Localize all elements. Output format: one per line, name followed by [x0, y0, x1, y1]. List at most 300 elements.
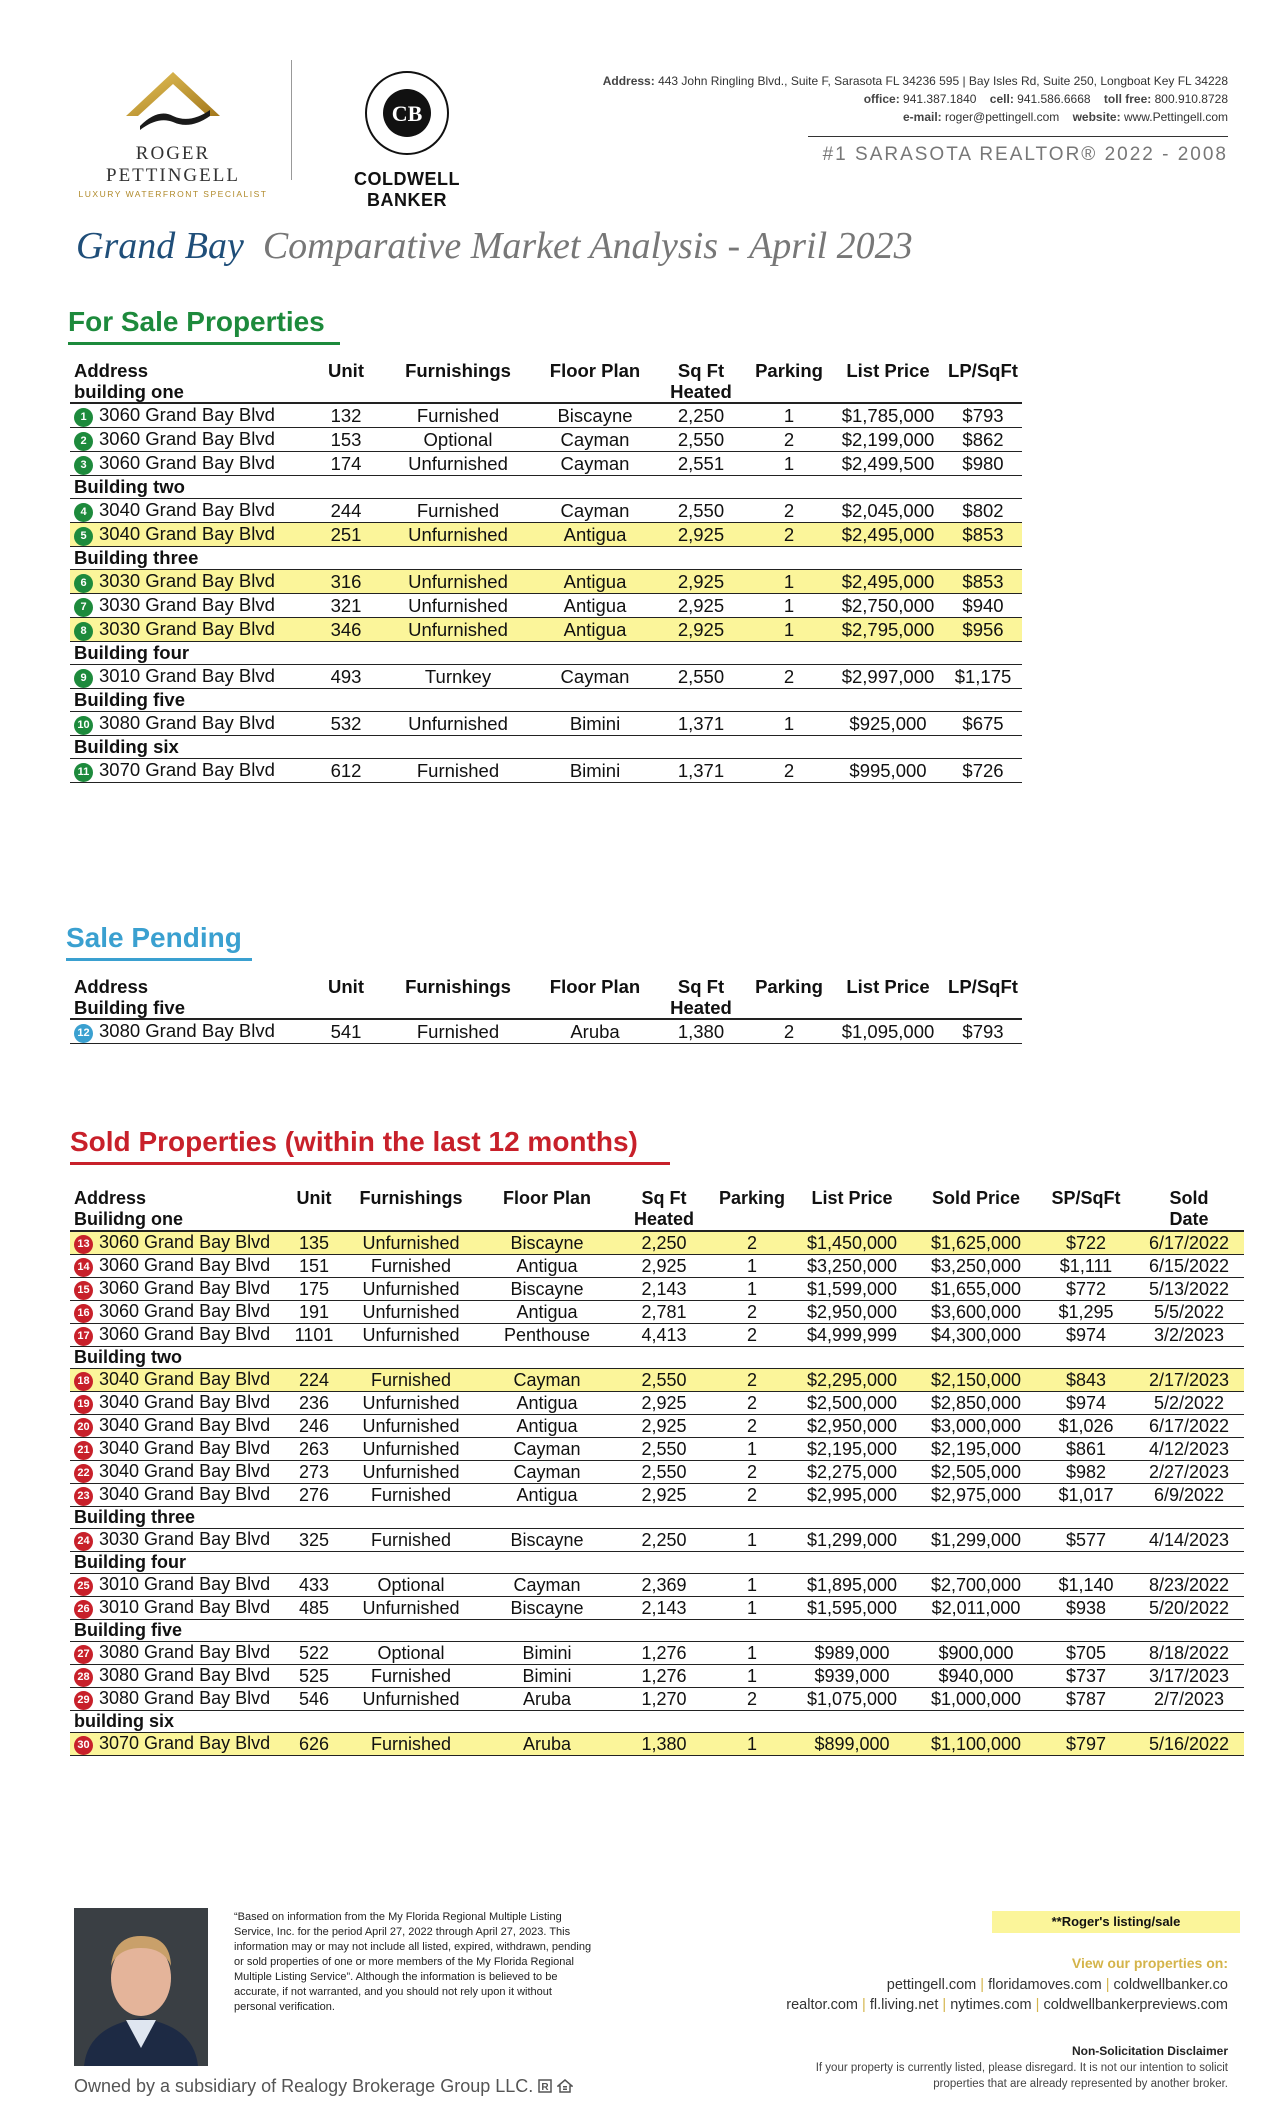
- brand-name: ROGER PETTINGELL: [106, 143, 240, 186]
- table-row: [70, 523, 1022, 547]
- cell-sold: $2,195,000: [914, 1438, 1038, 1461]
- table-row: [70, 1438, 1244, 1461]
- cell-unit: 151: [286, 1255, 342, 1278]
- cell-price: $2,199,000: [832, 428, 944, 452]
- cell-ppsf: $940: [944, 594, 1022, 618]
- cell-sqft: 1,380: [656, 1019, 746, 1044]
- listing-number-badge: 26: [74, 1600, 93, 1619]
- cell-unit: 263: [286, 1438, 342, 1461]
- logo-divider: [291, 60, 292, 180]
- col-sold-price: Sold Price: [914, 1188, 1038, 1231]
- report-subtitle: Comparative Market Analysis - April 2023: [262, 225, 913, 267]
- cell-date: 6/9/2022: [1134, 1484, 1244, 1507]
- table-row: [70, 1415, 1244, 1438]
- table-row: [70, 1574, 1244, 1597]
- listing-number-badge: 23: [74, 1487, 93, 1506]
- cell-furn: Unfurnished: [342, 1688, 480, 1711]
- address-text: 3040 Grand Bay Blvd: [99, 499, 275, 520]
- table-row: [70, 1597, 1244, 1620]
- cell-furn: Unfurnished: [342, 1278, 480, 1301]
- cell-date: 6/17/2022: [1134, 1415, 1244, 1438]
- cell-unit: 346: [310, 618, 382, 642]
- cell-address: [70, 1278, 286, 1301]
- cell-plan: Cayman: [480, 1369, 614, 1392]
- col-list-price: List Price: [832, 976, 944, 1019]
- link-living-net[interactable]: fl.living.net: [869, 1997, 939, 2013]
- cell-sqft: 2,925: [656, 523, 746, 547]
- cell-sqft: 2,781: [614, 1301, 714, 1324]
- cell-spsf: $1,017: [1038, 1484, 1134, 1507]
- col-address: Address building one: [70, 360, 310, 403]
- building-group-label: Building five: [70, 1620, 1244, 1642]
- cell-ppsf: $956: [944, 618, 1022, 642]
- listing-number-badge: 28: [74, 1668, 93, 1687]
- cell-ppsf: $853: [944, 570, 1022, 594]
- cell-unit: 174: [310, 452, 382, 476]
- cell-furn: Furnished: [382, 1019, 534, 1044]
- cell-spsf: $1,295: [1038, 1301, 1134, 1324]
- cell-unit: 532: [310, 712, 382, 736]
- cell-sqft: 1,371: [656, 759, 746, 783]
- cell-unit: 612: [310, 759, 382, 783]
- phone-line: office: 941.387.1840 cell: 941.586.6668 toll free: 800.910.8728: [863, 92, 1228, 106]
- cell-address: [70, 594, 310, 618]
- cell-unit: 276: [286, 1484, 342, 1507]
- cell-price: $2,045,000: [832, 499, 944, 523]
- address-text: 3030 Grand Bay Blvd: [99, 594, 275, 615]
- cell-park: 2: [746, 759, 832, 783]
- links-row-2: realtor.com | fl.living.net | nytimes.com | coldwellbankerpreviews.com: [786, 1997, 1228, 2013]
- address-line: Address: 443 John Ringling Blvd., Suite F, Sarasota FL 34236 595 | Bay Isles Rd, Suite 250, Longboat Key FL 34228: [602, 74, 1228, 88]
- cell-plan: Antigua: [534, 523, 656, 547]
- table-row: [70, 1484, 1244, 1507]
- view-properties-title: View our properties on:: [1071, 1955, 1228, 1971]
- cell-plan: Antigua: [480, 1484, 614, 1507]
- table-header: [70, 976, 1022, 1019]
- table-row: [70, 665, 1022, 689]
- address-text: 3040 Grand Bay Blvd: [99, 1392, 271, 1412]
- cell-sqft: 1,276: [614, 1642, 714, 1665]
- cell-ppsf: $726: [944, 759, 1022, 783]
- col-sqft: Sq Ft Heated: [614, 1188, 714, 1231]
- cell-unit: 1101: [286, 1324, 342, 1347]
- link-coldwellbanker[interactable]: coldwellbanker.co: [1113, 1977, 1228, 1993]
- cell-plan: Biscayne: [480, 1231, 614, 1255]
- realtor-r-icon: [538, 2079, 552, 2093]
- listing-number-badge: 2: [74, 432, 93, 451]
- cell-sqft: 2,925: [656, 570, 746, 594]
- cell-park: 2: [714, 1369, 790, 1392]
- cell-spsf: $1,140: [1038, 1574, 1134, 1597]
- cb-brand: COLDWELL BANKER: [354, 169, 460, 210]
- cell-list: $2,950,000: [790, 1415, 914, 1438]
- cell-sqft: 2,925: [614, 1255, 714, 1278]
- col-list-price: List Price: [832, 360, 944, 403]
- cell-ppsf: $793: [944, 1019, 1022, 1044]
- table-row: [70, 1688, 1244, 1711]
- building-group-row: [70, 736, 1022, 759]
- cell-list: $3,250,000: [790, 1255, 914, 1278]
- building-group-row: [70, 1620, 1244, 1642]
- cell-plan: Cayman: [480, 1438, 614, 1461]
- cell-address: [70, 1231, 286, 1255]
- cell-address: [70, 523, 310, 547]
- cell-furn: Unfurnished: [382, 594, 534, 618]
- listing-number-badge: 17: [74, 1327, 93, 1346]
- cell-sold: $1,000,000: [914, 1688, 1038, 1711]
- pettingell-logo: [68, 66, 278, 199]
- cell-sqft: 2,550: [614, 1369, 714, 1392]
- cell-sold: $3,250,000: [914, 1255, 1038, 1278]
- address-text: 3040 Grand Bay Blvd: [99, 1484, 271, 1504]
- col-furnishings: Furnishings: [382, 360, 534, 403]
- cell-list: $2,950,000: [790, 1301, 914, 1324]
- cell-plan: Bimini: [534, 759, 656, 783]
- cell-date: 4/12/2023: [1134, 1438, 1244, 1461]
- cell-park: 1: [746, 712, 832, 736]
- cell-spsf: $974: [1038, 1324, 1134, 1347]
- table-row: [70, 594, 1022, 618]
- cell-sold: $1,655,000: [914, 1278, 1038, 1301]
- cell-spsf: $705: [1038, 1642, 1134, 1665]
- sold-underline: [70, 1162, 670, 1165]
- link-cbpreviews[interactable]: coldwellbankerpreviews.com: [1043, 1997, 1228, 2013]
- cell-furn: Unfurnished: [342, 1231, 480, 1255]
- col-parking: Parking: [714, 1188, 790, 1231]
- cell-price: $1,095,000: [832, 1019, 944, 1044]
- cell-park: 1: [714, 1529, 790, 1552]
- cell-list: $989,000: [790, 1642, 914, 1665]
- roger-listing-legend: **Roger's listing/sale: [992, 1911, 1240, 1933]
- cell-unit: 153: [310, 428, 382, 452]
- listing-number-badge: 19: [74, 1395, 93, 1414]
- listing-number-badge: 16: [74, 1304, 93, 1323]
- cell-sqft: 1,276: [614, 1665, 714, 1688]
- cell-furn: Furnished: [342, 1255, 480, 1278]
- cell-list: $2,295,000: [790, 1369, 914, 1392]
- cell-sold: $4,300,000: [914, 1324, 1038, 1347]
- cell-furn: Unfurnished: [342, 1597, 480, 1620]
- col-floor-plan: Floor Plan: [534, 976, 656, 1019]
- listing-number-badge: 7: [74, 598, 93, 617]
- address-text: 3060 Grand Bay Blvd: [99, 428, 275, 449]
- cell-list: $2,995,000: [790, 1484, 914, 1507]
- cell-park: 1: [714, 1665, 790, 1688]
- address-text: 3060 Grand Bay Blvd: [99, 1324, 271, 1344]
- listing-number-badge: 13: [74, 1235, 93, 1254]
- table-row: [70, 428, 1022, 452]
- cell-sold: $2,975,000: [914, 1484, 1038, 1507]
- building-group-row: [70, 547, 1022, 570]
- cell-unit: 546: [286, 1688, 342, 1711]
- cell-plan: Cayman: [480, 1574, 614, 1597]
- cell-unit: 493: [310, 665, 382, 689]
- listing-number-badge: 15: [74, 1281, 93, 1300]
- address-text: 3040 Grand Bay Blvd: [99, 1415, 271, 1435]
- cell-furn: Unfurnished: [382, 523, 534, 547]
- cell-sqft: 2,550: [614, 1461, 714, 1484]
- table-row: [70, 618, 1022, 642]
- address-text: 3060 Grand Bay Blvd: [99, 1232, 271, 1252]
- cell-park: 1: [714, 1597, 790, 1620]
- listing-number-badge: 6: [74, 574, 93, 593]
- cell-list: $1,075,000: [790, 1688, 914, 1711]
- address-text: 3080 Grand Bay Blvd: [99, 1020, 275, 1041]
- cell-plan: Biscayne: [534, 403, 656, 428]
- cell-unit: 244: [310, 499, 382, 523]
- table-row: [70, 1255, 1244, 1278]
- address-text: 3030 Grand Bay Blvd: [99, 618, 275, 639]
- link-realtor[interactable]: realtor.com: [786, 1997, 858, 2013]
- col-list-price: List Price: [790, 1188, 914, 1231]
- website-link[interactable]: www.Pettingell.com: [1123, 110, 1228, 124]
- svg-text:CB: CB: [391, 101, 423, 126]
- cell-park: 1: [714, 1733, 790, 1756]
- cell-list: $939,000: [790, 1665, 914, 1688]
- cell-park: 1: [714, 1438, 790, 1461]
- cell-sqft: 2,250: [614, 1529, 714, 1552]
- cell-furn: Unfurnished: [382, 570, 534, 594]
- svg-text:R: R: [541, 2082, 549, 2093]
- listing-number-badge: 27: [74, 1645, 93, 1664]
- address-text: 3060 Grand Bay Blvd: [99, 1255, 271, 1275]
- table-row: [70, 1231, 1244, 1255]
- col-sqft: Sq Ft Heated: [656, 360, 746, 403]
- cell-furn: Furnished: [342, 1665, 480, 1688]
- cell-address: [70, 403, 310, 428]
- building-group-label: Building three: [70, 547, 1022, 570]
- cell-ppsf: $1,175: [944, 665, 1022, 689]
- cell-sqft: 2,369: [614, 1574, 714, 1597]
- cell-address: [70, 1438, 286, 1461]
- cell-sqft: 1,380: [614, 1733, 714, 1756]
- building-group-label: Building three: [70, 1507, 1244, 1529]
- cell-plan: Biscayne: [480, 1278, 614, 1301]
- cell-address: [70, 452, 310, 476]
- cell-park: 1: [746, 594, 832, 618]
- cell-unit: 236: [286, 1392, 342, 1415]
- link-pettingell[interactable]: pettingell.com: [886, 1977, 977, 1993]
- address-text: 3070 Grand Bay Blvd: [99, 1733, 271, 1753]
- cell-address: [70, 1574, 286, 1597]
- cell-sold: $2,850,000: [914, 1392, 1038, 1415]
- cell-furn: Unfurnished: [342, 1324, 480, 1347]
- cell-address: [70, 712, 310, 736]
- cell-plan: Biscayne: [480, 1529, 614, 1552]
- col-address: Address Builidng one: [70, 1188, 286, 1231]
- cell-sqft: 2,250: [656, 403, 746, 428]
- mls-disclaimer: “Based on information from the My Florida Regional Multiple Listing Service, Inc. for the period April 27, 2022 through April 27, 2023. This information may or may not include all listed, expired, withdrawn, pending or sold properties of one or more members of the My Florida Regional Multiple Listing Service”. Although the information is believed to be accurate, if not warranted, and you should not rely upon it without personal verification.: [234, 1911, 592, 2013]
- cell-list: $899,000: [790, 1733, 914, 1756]
- cell-spsf: $861: [1038, 1438, 1134, 1461]
- cell-sqft: 2,925: [656, 594, 746, 618]
- cell-sold: $2,505,000: [914, 1461, 1038, 1484]
- cell-unit: 433: [286, 1574, 342, 1597]
- cell-furn: Furnished: [382, 403, 534, 428]
- address-text: 3080 Grand Bay Blvd: [99, 1665, 271, 1685]
- cell-sqft: 2,925: [614, 1392, 714, 1415]
- cell-unit: 316: [310, 570, 382, 594]
- link-nytimes[interactable]: nytimes.com: [950, 1997, 1032, 2013]
- for-sale-underline: [68, 342, 340, 345]
- cell-address: [70, 1324, 286, 1347]
- col-unit: Unit: [310, 360, 382, 403]
- listing-number-badge: 24: [74, 1532, 93, 1551]
- cell-plan: Cayman: [534, 428, 656, 452]
- cell-furn: Unfurnished: [342, 1415, 480, 1438]
- cell-sqft: 2,550: [656, 499, 746, 523]
- listing-number-badge: 5: [74, 527, 93, 546]
- pending-title: Sale Pending: [66, 922, 242, 953]
- cell-plan: Biscayne: [480, 1597, 614, 1620]
- cell-unit: 541: [310, 1019, 382, 1044]
- table-row: [70, 570, 1022, 594]
- house-roof-logo: [118, 66, 228, 132]
- cell-date: 5/2/2022: [1134, 1392, 1244, 1415]
- header-rule: [808, 136, 1228, 137]
- cell-sqft: 2,925: [614, 1484, 714, 1507]
- cell-address: [70, 1642, 286, 1665]
- listing-number-badge: 9: [74, 669, 93, 688]
- cell-plan: Cayman: [534, 665, 656, 689]
- cell-plan: Aruba: [534, 1019, 656, 1044]
- table-row: [70, 759, 1022, 783]
- cell-furn: Unfurnished: [382, 618, 534, 642]
- links-row-1: pettingell.com | floridamoves.com | coldwellbanker.co: [886, 1977, 1228, 1993]
- cell-park: 2: [746, 665, 832, 689]
- cell-sold: $3,000,000: [914, 1415, 1038, 1438]
- cell-address: [70, 665, 310, 689]
- cell-spsf: $1,111: [1038, 1255, 1134, 1278]
- cell-sold: $2,011,000: [914, 1597, 1038, 1620]
- building-group-row: [70, 476, 1022, 499]
- cell-address: [70, 618, 310, 642]
- email-link[interactable]: roger@pettingell.com: [945, 110, 1060, 124]
- table-header: [70, 1188, 1244, 1231]
- col-furnishings: Furnishings: [382, 976, 534, 1019]
- cell-unit: 191: [286, 1301, 342, 1324]
- address-text: 3060 Grand Bay Blvd: [99, 404, 275, 425]
- cell-spsf: $737: [1038, 1665, 1134, 1688]
- col-sqft: Sq Ft Heated: [656, 976, 746, 1019]
- cell-furn: Unfurnished: [342, 1301, 480, 1324]
- cell-price: $2,997,000: [832, 665, 944, 689]
- cell-park: 2: [714, 1324, 790, 1347]
- listing-number-badge: 18: [74, 1372, 93, 1391]
- cell-plan: Bimini: [480, 1665, 614, 1688]
- table-row: [70, 1461, 1244, 1484]
- cell-address: [70, 1484, 286, 1507]
- cell-date: 6/15/2022: [1134, 1255, 1244, 1278]
- web-line: e-mail: roger@pettingell.com website: www.Pettingell.com: [902, 110, 1228, 124]
- cell-park: 2: [746, 523, 832, 547]
- cell-address: [70, 759, 310, 783]
- cell-park: 1: [714, 1574, 790, 1597]
- for-sale-table: [70, 360, 1022, 783]
- table-row: [70, 499, 1022, 523]
- cell-ppsf: $980: [944, 452, 1022, 476]
- cell-sold: $2,150,000: [914, 1369, 1038, 1392]
- cell-price: $2,750,000: [832, 594, 944, 618]
- cell-sqft: 2,925: [614, 1415, 714, 1438]
- cell-ppsf: $862: [944, 428, 1022, 452]
- col-furnishings: Furnishings: [342, 1188, 480, 1231]
- cell-sqft: 4,413: [614, 1324, 714, 1347]
- listing-number-badge: 20: [74, 1418, 93, 1437]
- non-solicitation-text: If your property is currently listed, please disregard. It is not our intention to solicit properties that are already represented by another broker.: [815, 2062, 1228, 2090]
- coldwell-banker-logo: [312, 70, 502, 211]
- cell-furn: Unfurnished: [342, 1392, 480, 1415]
- listing-number-badge: 30: [74, 1736, 93, 1755]
- equal-housing-icon: [557, 2079, 573, 2093]
- link-floridamoves[interactable]: floridamoves.com: [988, 1977, 1102, 1993]
- building-group-row: [70, 1507, 1244, 1529]
- cell-sold: $940,000: [914, 1665, 1038, 1688]
- cell-address: [70, 1415, 286, 1438]
- cell-plan: Antigua: [534, 618, 656, 642]
- cell-unit: 273: [286, 1461, 342, 1484]
- cell-date: 5/16/2022: [1134, 1733, 1244, 1756]
- col-unit: Unit: [286, 1188, 342, 1231]
- col-floor-plan: Floor Plan: [480, 1188, 614, 1231]
- cell-park: 1: [746, 570, 832, 594]
- cell-spsf: $982: [1038, 1461, 1134, 1484]
- building-group-row: [70, 1552, 1244, 1574]
- cell-sqft: 2,143: [614, 1278, 714, 1301]
- cell-sqft: 2,550: [656, 428, 746, 452]
- building-group-row: [70, 689, 1022, 712]
- address-text: 3070 Grand Bay Blvd: [99, 759, 275, 780]
- listing-number-badge: 21: [74, 1441, 93, 1460]
- listing-number-badge: 25: [74, 1577, 93, 1596]
- cell-furn: Turnkey: [382, 665, 534, 689]
- cell-sqft: 2,550: [656, 665, 746, 689]
- cell-date: 3/17/2023: [1134, 1665, 1244, 1688]
- cell-furn: Furnished: [342, 1484, 480, 1507]
- cell-spsf: $1,026: [1038, 1415, 1134, 1438]
- cell-park: 2: [714, 1392, 790, 1415]
- cell-date: 2/7/2023: [1134, 1688, 1244, 1711]
- cell-sold: $3,600,000: [914, 1301, 1038, 1324]
- building-group-label: Building two: [70, 1347, 1244, 1369]
- col-floor-plan: Floor Plan: [534, 360, 656, 403]
- address-text: 3040 Grand Bay Blvd: [99, 1369, 271, 1389]
- cell-spsf: $772: [1038, 1278, 1134, 1301]
- sold-title: Sold Properties (within the last 12 months): [70, 1126, 638, 1157]
- address-text: 3010 Grand Bay Blvd: [99, 665, 275, 686]
- cell-unit: 175: [286, 1278, 342, 1301]
- pending-table: [70, 976, 1022, 1044]
- cell-sqft: 2,551: [656, 452, 746, 476]
- cell-unit: 321: [310, 594, 382, 618]
- cell-sold: $900,000: [914, 1642, 1038, 1665]
- cell-plan: Cayman: [534, 499, 656, 523]
- cell-furn: Unfurnished: [382, 452, 534, 476]
- cell-park: 1: [746, 618, 832, 642]
- cell-plan: Cayman: [534, 452, 656, 476]
- cell-address: [70, 1597, 286, 1620]
- address-text: 3060 Grand Bay Blvd: [99, 1301, 271, 1321]
- contact-block: [508, 72, 1228, 126]
- listing-number-badge: 1: [74, 408, 93, 427]
- cell-plan: Penthouse: [480, 1324, 614, 1347]
- cell-date: 8/18/2022: [1134, 1642, 1244, 1665]
- building-group-row: [70, 1347, 1244, 1369]
- table-row: [70, 1369, 1244, 1392]
- cell-date: 5/20/2022: [1134, 1597, 1244, 1620]
- cell-furn: Optional: [382, 428, 534, 452]
- building-group-label: Building four: [70, 642, 1022, 665]
